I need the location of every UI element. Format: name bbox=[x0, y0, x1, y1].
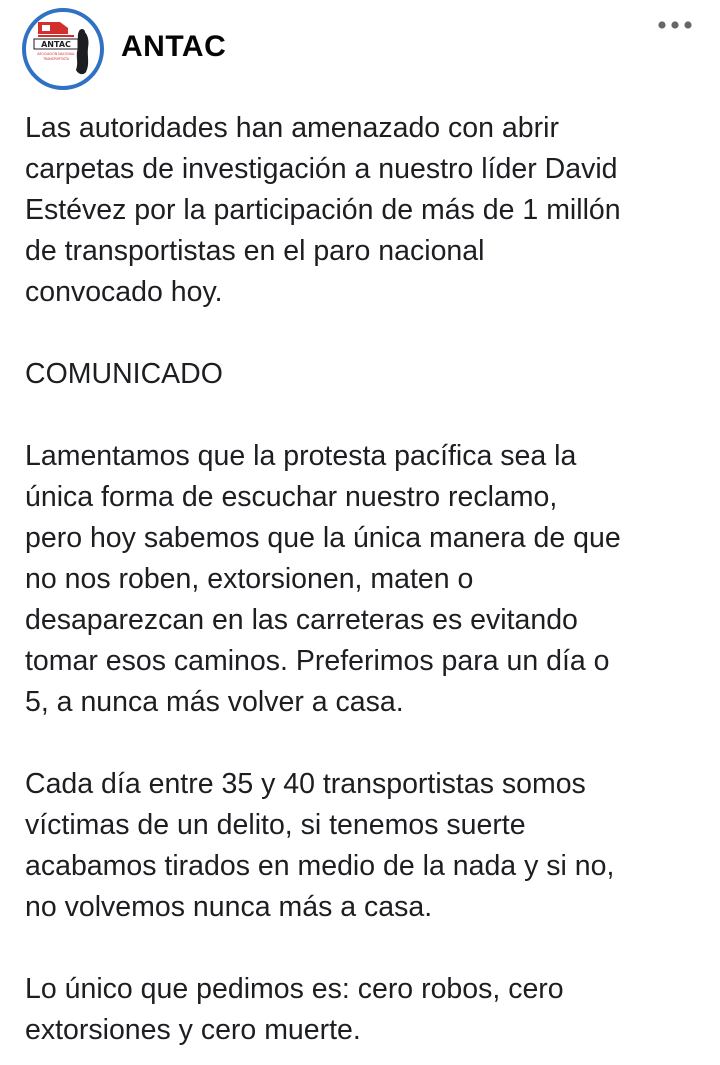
post-paragraph-intro: Las autoridades han amenazado con abrir carpetas de investigación a nuestro líder David Estévez por la participación de más de 1 millón de transportistas en el paro nacional convocado hoy. bbox=[25, 112, 621, 308]
post-paragraph-statistics: Cada día entre 35 y 40 transportistas somos víctimas de un delito, si tenemos suerte acabamos tirados en medio de la nada y si no, no volvemos nunca más a casa. bbox=[25, 768, 615, 923]
antac-logo-icon bbox=[26, 12, 100, 86]
logo-text: ANTAC bbox=[41, 40, 71, 49]
post-paragraph-heading: COMUNICADO bbox=[25, 358, 223, 390]
logo-figure bbox=[76, 30, 89, 74]
logo-subtext-2: TRANSPORTISTA bbox=[43, 57, 69, 61]
page-name[interactable]: ANTAC bbox=[121, 30, 227, 63]
logo-subtext-1: ASOCIACIÓN NACIONAL bbox=[37, 52, 75, 56]
more-options-button[interactable] bbox=[652, 10, 698, 40]
more-horizontal-icon bbox=[652, 10, 698, 40]
post-header bbox=[0, 0, 720, 100]
logo-red-line bbox=[38, 35, 74, 37]
logo-window bbox=[42, 25, 50, 31]
avatar[interactable] bbox=[22, 8, 104, 90]
post-text bbox=[25, 108, 705, 1051]
post-paragraph-demands: Lo único que pedimos es: cero robos, cero extorsiones y cero muerte. bbox=[25, 973, 564, 1046]
logo-red-wedge bbox=[60, 22, 68, 34]
logo-figure-head bbox=[79, 29, 85, 35]
post-paragraph-lament: Lamentamos que la protesta pacífica sea la única forma de escuchar nuestro reclamo, pero hoy sabemos que la única manera de que no nos roben, extorsionen, maten o desaparezcan en las carreteras es evitando tomar esos caminos. Preferimos para un día o 5, a nunca más volver a casa. bbox=[25, 440, 621, 718]
